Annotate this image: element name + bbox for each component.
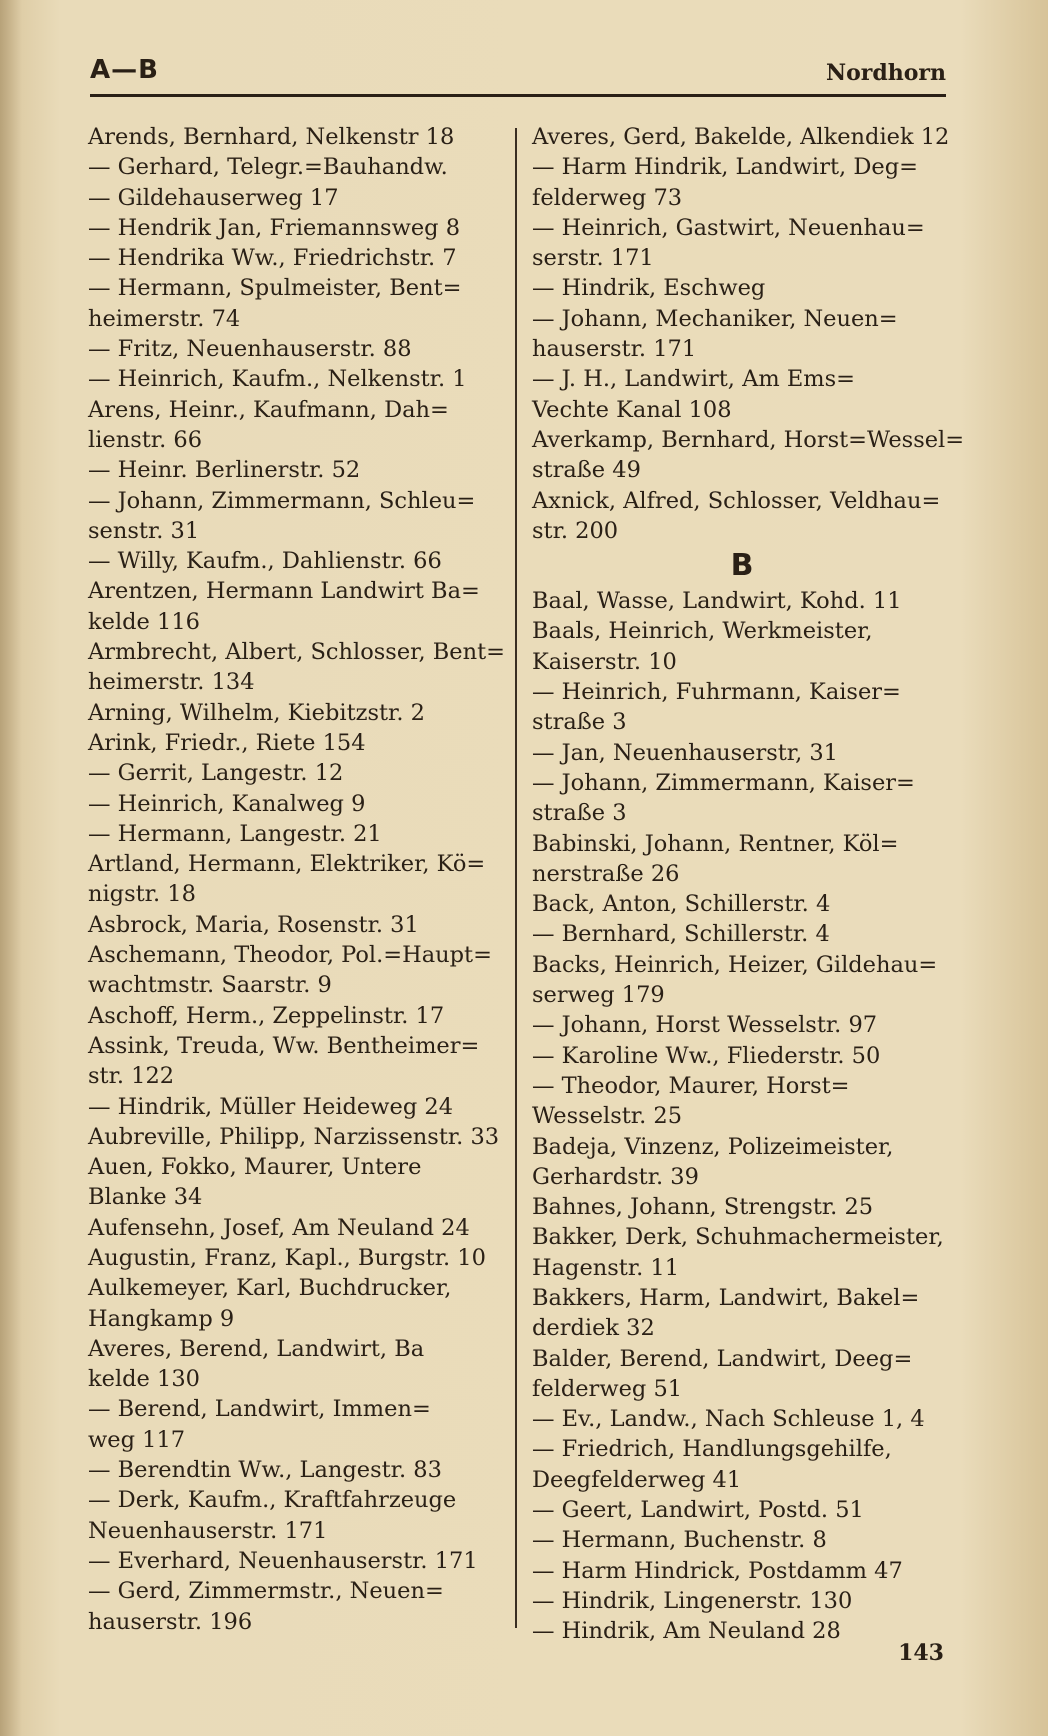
directory-entry-line: nigstr. 18	[88, 881, 196, 908]
directory-entry-line: — Johann, Zimmermann, Kaiser=	[532, 769, 915, 796]
directory-entry-line: Arning, Wilhelm, Kiebitzstr. 2	[88, 699, 425, 726]
directory-entry-line: Aschemann, Theodor, Pol.=Haupt=	[88, 942, 492, 969]
directory-entry-line: str. 200	[532, 517, 619, 544]
directory-entry-line: Hangkamp 9	[88, 1305, 235, 1332]
page-number: 143	[898, 1640, 944, 1666]
directory-entry-line: Backs, Heinrich, Heizer, Gildehau=	[532, 951, 938, 978]
directory-entry-line: — Heinrich, Fuhrmann, Kaiser=	[532, 679, 901, 706]
directory-entry-line: Gerhardstr. 39	[532, 1163, 699, 1190]
directory-entry-line: kelde 130	[88, 1366, 200, 1393]
directory-entry-line: — Friedrich, Handlungsgehilfe,	[532, 1436, 892, 1463]
right-column-a-entries	[532, 122, 965, 546]
directory-entry-line: — Ev., Landw., Nach Schleuse 1, 4	[532, 1406, 925, 1433]
section-range: A—B	[90, 55, 159, 85]
directory-entry-line: — Johann, Horst Wesselstr. 97	[532, 1012, 878, 1039]
directory-entry-line: heimerstr. 134	[88, 669, 255, 696]
directory-entry-line: Artland, Hermann, Elektriker, Kö=	[88, 851, 486, 878]
directory-entry-line: Baals, Heinrich, Werkmeister,	[532, 618, 873, 645]
directory-entry-line: Hagenstr. 11	[532, 1254, 680, 1281]
directory-entry-line: Bakker, Derk, Schuhmachermeister,	[532, 1224, 944, 1251]
directory-entry-line: Armbrecht, Albert, Schlosser, Bent=	[88, 639, 505, 666]
directory-entry-line: felderweg 51	[532, 1375, 683, 1402]
directory-entry-line: — Hindrik, Lingenerstr. 130	[532, 1587, 853, 1614]
directory-entry-line: — Harm Hindrik, Landwirt, Deg=	[532, 154, 918, 181]
directory-entry-line: — Hermann, Buchenstr. 8	[532, 1527, 827, 1554]
directory-entry-line: str. 122	[88, 1063, 175, 1090]
directory-entry-line: Assink, Treuda, Ww. Bentheimer=	[88, 1032, 480, 1059]
directory-entry-line: felderweg 73	[532, 184, 683, 211]
directory-entry-line: serstr. 171	[532, 245, 654, 272]
directory-entry-line: Averes, Gerd, Bakelde, Alkendiek 12	[532, 124, 950, 150]
directory-entry-line: — Hermann, Spulmeister, Bent=	[88, 275, 462, 302]
directory-entry-line: Arentzen, Hermann Landwirt Ba=	[88, 578, 480, 605]
directory-entry-line: Neuenhauserstr. 171	[88, 1517, 328, 1544]
directory-entry-line: Blanke 34	[88, 1184, 203, 1211]
directory-entry-line: — Hindrik, Eschweg	[532, 275, 766, 302]
directory-entry-line: Arends, Bernhard, Nelkenstr 18	[88, 124, 455, 150]
directory-entry-line: — Harm Hindrick, Postdamm 47	[532, 1557, 903, 1584]
directory-entry-line: Asbrock, Maria, Rosenstr. 31	[88, 911, 419, 938]
section-letter-b: B	[730, 548, 754, 584]
directory-entry-line: straße 49	[532, 457, 641, 484]
directory-entry-line: nerstraße 26	[532, 860, 680, 887]
directory-entry-line: — Geert, Landwirt, Postd. 51	[532, 1497, 864, 1524]
directory-entry-line: — Bernhard, Schillerstr. 4	[532, 921, 830, 948]
directory-entry-line: — Berendtin Ww., Langestr. 83	[88, 1457, 442, 1484]
directory-entry-line: straße 3	[532, 709, 627, 736]
directory-entry-line: Baal, Wasse, Landwirt, Kohd. 11	[532, 588, 902, 615]
directory-entry-line: kelde 116	[88, 608, 200, 635]
directory-entry-line: Vechte Kanal 108	[532, 396, 732, 423]
page-edge-shadow	[0, 0, 22, 1736]
directory-entry-line: Averkamp, Bernhard, Horst=Wessel=	[532, 426, 965, 453]
directory-entry-line: — Willy, Kaufm., Dahlienstr. 66	[88, 548, 442, 575]
directory-entry-line: — Gildehauserweg 17	[88, 184, 339, 211]
directory-entry-line: — Gerd, Zimmermstr., Neuen=	[88, 1578, 444, 1605]
directory-entry-line: — Hendrika Ww., Friedrichstr. 7	[88, 245, 457, 272]
directory-entry-line: hauserstr. 171	[532, 336, 697, 363]
directory-entry-line: — Johann, Zimmermann, Schleu=	[88, 487, 476, 514]
directory-entry-line: — Karoline Ww., Fliederstr. 50	[532, 1042, 881, 1069]
directory-entry-line: — Fritz, Neuenhauserstr. 88	[88, 336, 412, 363]
directory-entry-line: — Everhard, Neuenhauserstr. 171	[88, 1547, 478, 1574]
directory-entry-line: — Heinr. Berlinerstr. 52	[88, 457, 361, 484]
directory-entry-line: weg 117	[88, 1426, 186, 1453]
directory-entry-line: — Derk, Kaufm., Kraftfahrzeuge	[88, 1487, 457, 1514]
directory-entry-line: — Hindrik, Am Neuland 28	[532, 1618, 841, 1645]
directory-entry-line: Averes, Berend, Landwirt, Ba	[88, 1335, 425, 1362]
directory-entry-line: Bahnes, Johann, Strengstr. 25	[532, 1194, 874, 1221]
directory-entry-line: Back, Anton, Schillerstr. 4	[532, 891, 831, 918]
directory-entry-line: Babinski, Johann, Rentner, Köl=	[532, 830, 899, 857]
directory-entry-line: straße 3	[532, 800, 627, 827]
left-column	[88, 122, 508, 1637]
directory-entry-line: — Heinrich, Gastwirt, Neuenhau=	[532, 214, 925, 241]
column-divider	[515, 128, 517, 1628]
directory-entry-line: wachtmstr. Saarstr. 9	[88, 972, 332, 999]
directory-entry-line: lienstr. 66	[88, 426, 203, 453]
directory-entry-line: Kaiserstr. 10	[532, 648, 677, 675]
directory-entry-line: derdiek 32	[532, 1315, 655, 1342]
directory-entry-line: — Heinrich, Kaufm., Nelkenstr. 1	[88, 366, 467, 393]
directory-entry-line: — Heinrich, Kanalweg 9	[88, 790, 366, 817]
directory-entry-line: Axnick, Alfred, Schlosser, Veldhau=	[532, 487, 941, 514]
directory-entry-line: Arink, Friedr., Riete 154	[88, 729, 366, 756]
directory-entry-line: Balder, Berend, Landwirt, Deeg=	[532, 1345, 913, 1372]
directory-entry-line: — Jan, Neuenhauserstr, 31	[532, 739, 839, 766]
directory-entry-line: Augustin, Franz, Kapl., Burgstr. 10	[88, 1244, 486, 1271]
town-heading: Nordhorn	[825, 60, 946, 86]
directory-entry-line: — J. H., Landwirt, Am Ems=	[532, 366, 856, 393]
directory-entry-line: senstr. 31	[88, 517, 200, 544]
directory-entry-line: — Hindrik, Müller Heideweg 24	[88, 1093, 454, 1120]
directory-entry-line: — Hermann, Langestr. 21	[88, 820, 382, 847]
directory-entry-line: — Theodor, Maurer, Horst=	[532, 1072, 850, 1099]
right-column-b-entries	[532, 586, 952, 1646]
directory-entry-line: heimerstr. 74	[88, 305, 241, 332]
directory-entry-line: Wesselstr. 25	[532, 1103, 683, 1130]
directory-entry-line: Aulkemeyer, Karl, Buchdrucker,	[88, 1275, 452, 1302]
directory-entry-line: — Berend, Landwirt, Immen=	[88, 1396, 431, 1423]
directory-entry-line: Auen, Fokko, Maurer, Untere	[88, 1154, 422, 1181]
directory-entry-line: Bakkers, Harm, Landwirt, Bakel=	[532, 1284, 920, 1311]
directory-entry-line: Badeja, Vinzenz, Polizeimeister,	[532, 1133, 894, 1160]
directory-entry-line: — Johann, Mechaniker, Neuen=	[532, 305, 898, 332]
right-column	[532, 122, 965, 1647]
directory-entry-line: Aschoff, Herm., Zeppelinstr. 17	[88, 1002, 445, 1029]
header-rule	[90, 94, 946, 97]
directory-entry-line: Aufensehn, Josef, Am Neuland 24	[88, 1214, 470, 1241]
directory-entry-line: — Hendrik Jan, Friemannsweg 8	[88, 214, 461, 241]
directory-entry-line: — Gerrit, Langestr. 12	[88, 760, 344, 787]
directory-entry-line: hauserstr. 196	[88, 1608, 253, 1635]
directory-entry-line: — Gerhard, Telegr.=Bauhandw.	[88, 154, 448, 181]
directory-entry-line: Aubreville, Philipp, Narzissenstr. 33	[88, 1123, 500, 1150]
directory-entry-line: Arens, Heinr., Kaufmann, Dah=	[88, 396, 449, 423]
directory-entry-line: serweg 179	[532, 982, 665, 1009]
directory-entry-line: Deegfelderweg 41	[532, 1466, 742, 1493]
